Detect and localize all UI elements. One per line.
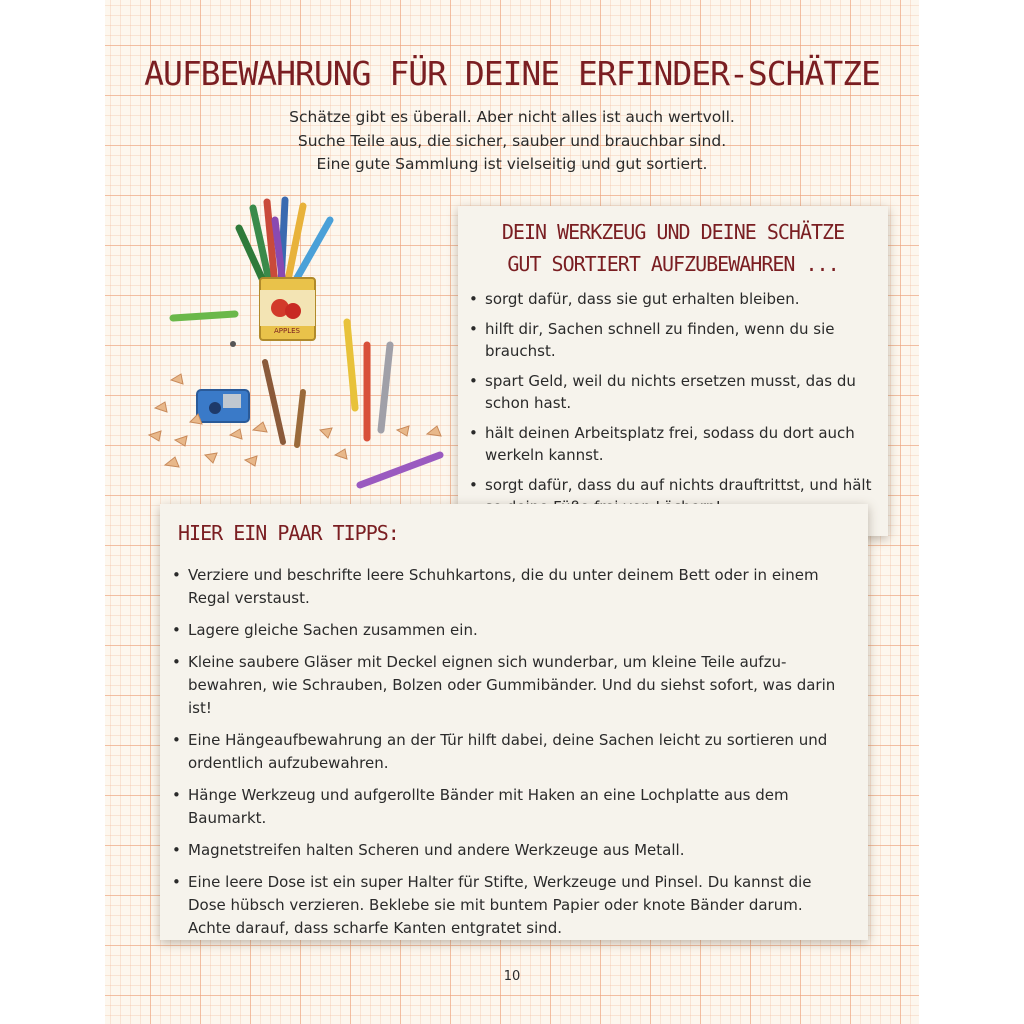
list-item: • hilft dir, Sachen schnell zu finden, wenn du sie brauchst. xyxy=(485,318,877,362)
pencils-in-can xyxy=(239,200,330,285)
list-item: • Eine leere Dose ist ein super Halter für Stifte, Werkzeuge und Pinsel. Du kannst die Dose hübsch verzieren. Beklebe sie mit buntem Papier oder knote Bänder darum. Achte darauf, dass scharfe Kanten entgratet sind. xyxy=(188,871,838,940)
list-item: • Hänge Werkzeug und aufgerollte Bänder mit Haken an eine Lochplatte aus dem Baumarkt. xyxy=(188,784,838,830)
pencils-sharpener-illustration xyxy=(135,190,455,500)
benefits-heading-line: GUT SORTIERT AUFZUBEWAHREN ... xyxy=(507,252,839,276)
benefits-card xyxy=(458,206,888,536)
list-item: • sorgt dafür, dass du auf nichts drauftrittst, und hält xyxy=(485,474,877,518)
list-item: • hält deinen Arbeitsplatz frei, sodass du dort auch werkeln kannst. xyxy=(485,422,877,466)
list-item: • sorgt dafür, dass sie gut erhalten bleiben. xyxy=(485,288,877,310)
benefits-list xyxy=(485,288,877,518)
tips-card xyxy=(160,504,868,940)
pencil-shavings xyxy=(149,374,441,467)
intro-line: Eine gute Sammlung ist vielseitig und gut sortiert. xyxy=(316,155,708,173)
list-item: • spart Geld, weil du nichts ersetzen musst, das du schon hast. xyxy=(485,370,877,414)
tips-list xyxy=(188,564,838,940)
list-item: • Lagere gleiche Sachen zusammen ein. xyxy=(188,619,838,642)
benefits-heading xyxy=(458,216,888,280)
can-label: APPLES xyxy=(274,327,300,335)
intro-text xyxy=(0,106,1024,177)
page-number: 10 xyxy=(503,969,521,984)
intro-line: Schätze gibt es überall. Aber nicht alles ist auch wertvoll. xyxy=(289,108,735,126)
benefits-heading-line: DEIN WERKZEUG UND DEINE SCHÄTZE xyxy=(501,220,845,244)
list-item: • Kleine saubere Gläser mit Deckel eignen sich wunderbar, um kleine Teile aufzu- bewahren, wie Schrauben, Bolzen oder Gummibänder. Und du siehst sofort, was darin ist! xyxy=(188,651,838,720)
page-title: AUFBEWAHRUNG FÜR DEINE ERFINDER-SCHÄTZE xyxy=(144,54,880,93)
intro-line: Suche Teile aus, die sicher, sauber und brauchbar sind. xyxy=(297,131,727,150)
list-item: • Verziere und beschrifte leere Schuhkartons, die du unter deinem Bett oder in einem Regal verstaust. xyxy=(188,564,838,610)
tips-heading: HIER EIN PAAR TIPPS: xyxy=(178,521,399,545)
sharpener xyxy=(197,390,249,422)
list-item: • Eine Hängeaufbewahrung an der Tür hilft dabei, deine Sachen leicht zu sortieren und ordentlich aufzubewahren. xyxy=(188,729,838,775)
tin-can xyxy=(260,278,315,340)
list-item: • Magnetstreifen halten Scheren und andere Werkzeuge aus Metall. xyxy=(188,839,838,862)
